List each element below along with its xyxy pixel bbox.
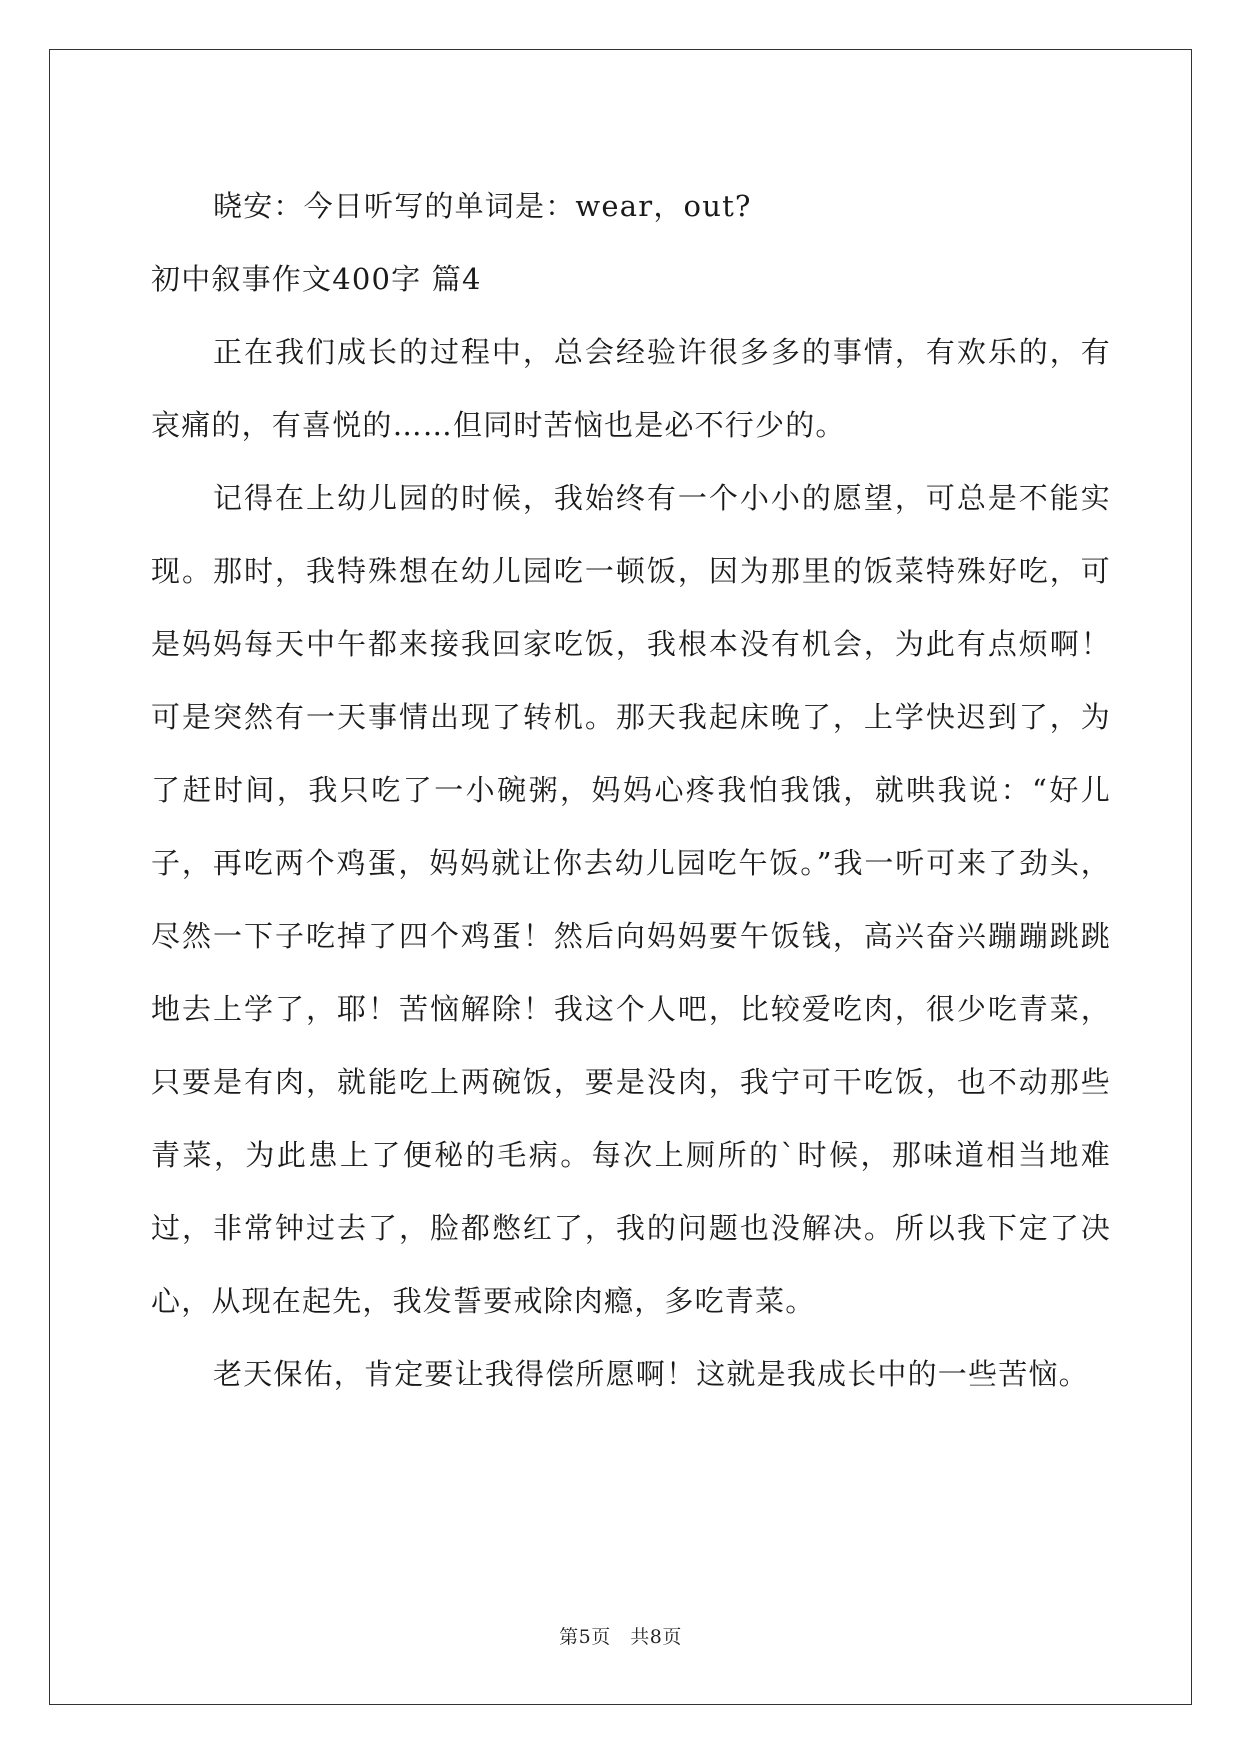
paragraph-intro: 正在我们成长的过程中，总会经验许很多多的事情，有欢乐的，有哀痛的，有喜悦的……但同时苦恼也是必不行少的。 <box>151 335 1111 442</box>
section-heading: 初中叙事作文400字 篇4 <box>151 262 482 296</box>
document-body <box>151 170 1111 1411</box>
paragraph-conclusion: 老天保佑，肯定要让我得偿所愿啊！这就是我成长中的一些苦恼。 <box>213 1357 1089 1391</box>
page-number-footer: 第5页 共8页 <box>559 1626 682 1648</box>
paragraph-goodnight: 晓安：今日听写的单词是：wear，out? <box>213 189 752 223</box>
paragraph-story: 记得在上幼儿园的时候，我始终有一个小小的愿望，可总是不能实现。那时，我特殊想在幼儿园吃一顿饭，因为那里的饭菜特殊好吃，可是妈妈每天中午都来接我回家吃饭，我根本没有机会，为此有点烦啊！可是突然有一天事情出现了转机。那天我起床晚了，上学快迟到了，为了赶时间，我只吃了一小碗粥，妈妈心疼我怕我饿，就哄我说：“好儿子，再吃两个鸡蛋，妈妈就让你去幼儿园吃午饭。”我一听可来了劲头，尽然一下子吃掉了四个鸡蛋！然后向妈妈要午饭钱，高兴奋兴蹦蹦跳跳地去上学了，耶！苦恼解除！我这个人吧，比较爱吃肉，很少吃青菜，只要是有肉，就能吃上两碗饭，要是没肉，我宁可干吃饭，也不动那些青菜，为此患上了便秘的毛病。每次上厕所的`时候，那味道相当地难过，非常钟过去了，脸都憋红了，我的问题也没解决。所以我下定了决心，从现在起先，我发誓要戒除肉瘾，多吃青菜。 <box>151 481 1111 1318</box>
